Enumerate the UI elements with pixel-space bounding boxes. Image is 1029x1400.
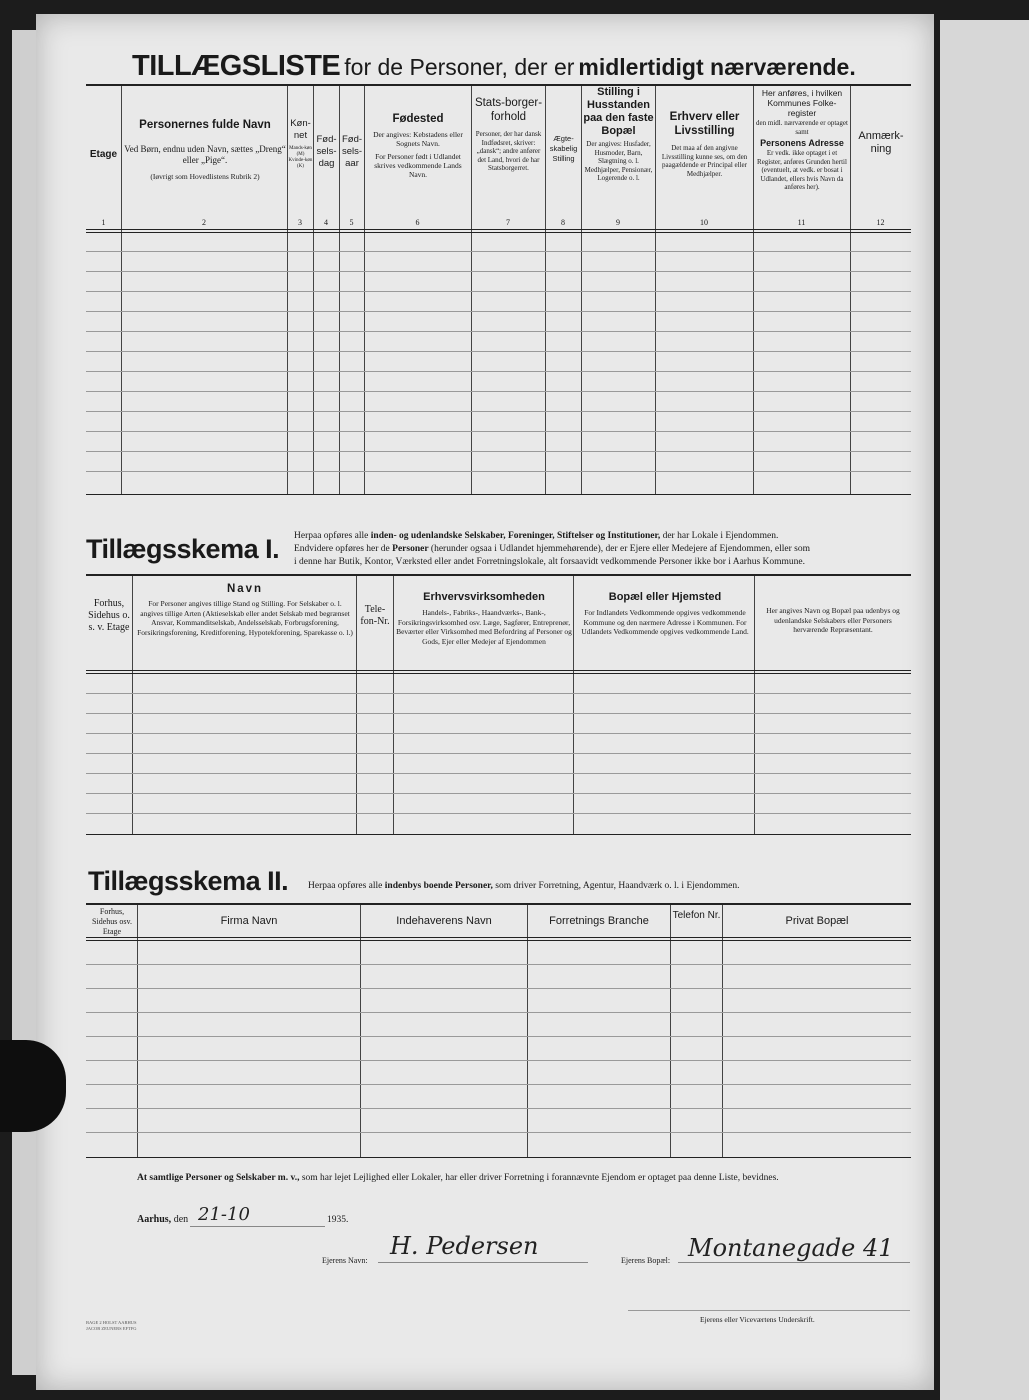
skema1-col-repraesentant-sub: Her angives Navn og Bopæl paa udenbys og udenlandske Selskabers eller Personers herværende Repræsentant.: [766, 606, 900, 634]
rule: [86, 232, 911, 233]
ruled-line: [86, 988, 911, 989]
col-divider: [393, 576, 394, 834]
col-number: 10: [700, 218, 708, 227]
col-statsborger-header: [473, 96, 544, 173]
rule: [86, 84, 911, 86]
declaration: [137, 1173, 917, 1183]
col-navn-header: [124, 118, 286, 181]
thumb: [0, 1040, 66, 1132]
col-number: 9: [616, 218, 620, 227]
col-number: 11: [797, 218, 806, 227]
ruled-line: [86, 471, 911, 472]
col-divider: [581, 86, 582, 494]
skema1-desc1-a: Herpaa opføres alle: [294, 531, 369, 541]
skema2-desc-b: indenbys boende Personer,: [384, 881, 493, 891]
col-erhverv-sub: Det maa af den angivne Livsstilling kunne ses, om den paagældende er Principal eller Medhjælper.: [661, 144, 748, 178]
skema1-col-bopael-header: [577, 590, 753, 637]
skema2-desc-a: Herpaa opføres alle: [308, 881, 383, 891]
skema1-description: [294, 530, 914, 569]
next-page: [940, 20, 1029, 1400]
skema2-col-etage-head: Forhus, Sidehus osv. Etage: [92, 907, 132, 936]
col-number: 12: [876, 218, 885, 227]
ruled-line: [86, 1132, 911, 1133]
col-divider: [360, 905, 361, 1157]
col-stilling-head: Stilling i Husstanden paa den faste Bopæl: [583, 86, 654, 137]
rule: [86, 834, 911, 835]
col-divider: [137, 905, 138, 1157]
owner-name-handwritten: H. Pedersen: [390, 1232, 539, 1260]
skema2-description: [308, 881, 739, 891]
skema1-desc1-c: der har Lokale i Ejendommen.: [662, 531, 779, 541]
col-statsborger-head: Stats-borger-forhold: [474, 97, 543, 123]
skema1-col-erhverv-header: [396, 590, 572, 646]
col-number: 3: [298, 218, 302, 227]
year: 1935.: [327, 1215, 349, 1225]
ruled-line: [86, 311, 911, 312]
skema1-desc3: i denne har Butik, Kontor, Værksted eller andet Forretningslokale, alt forsaavidt vedkommende Personer ikke bor i Aarhus Kommune.: [294, 557, 806, 567]
rule: [86, 494, 911, 495]
ruled-line: [86, 1012, 911, 1013]
col-anmaerkning-head: Anmærk-ning: [858, 130, 904, 155]
skema1-col-telefon-head: Tele-fon-Nr.: [360, 604, 390, 627]
ruled-line: [86, 813, 911, 814]
ruled-line: [86, 1108, 911, 1109]
ruled-line: [86, 964, 911, 965]
col-divider: [670, 905, 671, 1157]
ruled-line: [86, 713, 911, 714]
declaration-text: som har lejet Lejlighed eller Lokaler, har eller driver Forretning i forannævnte Ejendom er optaget paa denne Liste, bevidnes.: [301, 1173, 779, 1183]
col-divider: [753, 86, 754, 494]
skema2-col-branche-head: Forretnings Branche: [549, 915, 649, 927]
skema1-title: Tillægsskema I.: [86, 534, 280, 564]
rule: [86, 670, 911, 671]
skema1-col-erhverv-sub: Handels-, Fabriks-, Haandværks-, Bank-, Forsikringsvirksomhed osv. Læge, Sagfører, Entreprenør, Beværter eller Virksomhed med Befordring af Personer og Gods, Ejer eller Medejer af Ejendommen: [396, 608, 572, 646]
col-divider: [132, 576, 133, 834]
owner-address-underline: [678, 1262, 910, 1263]
date-underline: [190, 1226, 325, 1227]
col-number: 5: [349, 218, 354, 227]
ruled-line: [86, 1060, 911, 1061]
skema1-desc2-c: (herunder ogsaa i Udlandet hjemmehørende), der er Ejere eller Medejere af Ejendommen, eller som: [430, 544, 810, 554]
ruled-line: [86, 391, 911, 392]
col-stilling-sub: Der angives: Husfader, Husmoder, Barn, Slægtning o. l. Medhjælper, Pensionær, Logerende o. l.: [584, 140, 653, 182]
col-number: 6: [415, 218, 420, 227]
skema2-col-indehaver-head: Indehaverens Navn: [396, 915, 492, 927]
ruled-line: [86, 331, 911, 332]
city-label: [137, 1214, 188, 1225]
owner-name-underline: [378, 1262, 588, 1263]
col-navn-sub: Ved Børn, endnu uden Navn, sættes „Dreng“ eller „Pige“.: [124, 144, 286, 165]
col-divider: [722, 905, 723, 1157]
col-divider: [655, 86, 656, 494]
ruled-line: [86, 431, 911, 432]
col-divider: [471, 86, 472, 494]
ruled-line: [86, 793, 911, 794]
col-divider: [121, 86, 122, 494]
skema1-col-etage-head: Forhus, Sidehus o. s. v. Etage: [88, 598, 130, 633]
skema1-desc2-a: Endvidere opføres her de: [294, 544, 390, 554]
date-handwritten: 21-10: [198, 1204, 250, 1225]
owner-name-label: Ejerens Navn:: [322, 1256, 368, 1265]
skema2-desc-c: som driver Forretning, Agentur, Haandværk o. l. i Ejendommen.: [495, 881, 740, 891]
ruled-line: [86, 773, 911, 774]
printer-mark: BAGE 2 HOLST AARHUS JACOB ZEUNERS EFTFG: [86, 1320, 137, 1331]
col-number: 2: [202, 218, 206, 227]
ruled-line: [86, 291, 911, 292]
col-number: 1: [101, 218, 106, 227]
col-aegteskab-head: Ægte-skabelig Stilling: [549, 134, 578, 163]
ruled-line: [86, 451, 911, 452]
col-koen-header: [288, 118, 313, 170]
tillaegsliste-title-rest: for de Personer, der er: [344, 54, 575, 80]
col-number: 7: [506, 218, 510, 227]
col-foedested-head: Fødested: [392, 113, 444, 125]
skema1-col-navn-header: [136, 582, 354, 637]
owner-address-label: Ejerens Bopæl:: [621, 1256, 671, 1265]
skema1-col-bopael-sub: For Indlandets Vedkommende opgives vedkommende Kommune og den nærmere Adresse i Kommunen. For Udlandets Vedkommende opgives vedkommende Land.: [581, 608, 749, 636]
col-statsborger-sub: Personer, der har dansk Indfødsret, skriver: „dansk“; andre anfører det Land, hvori de har Statsborgerret.: [475, 130, 542, 172]
col-foedested-sub2: For Personer født i Udlandet skrives vedkommende Lands Navn.: [374, 152, 462, 179]
col-divider: [527, 905, 528, 1157]
col-number: 8: [561, 218, 565, 227]
ruled-line: [86, 753, 911, 754]
skema1-col-navn-head: Navn: [226, 583, 264, 595]
rule: [86, 229, 911, 230]
col-navn-head: Personernes fulde Navn: [139, 119, 271, 131]
col-foedselsaar-head: Fød-sels-aar: [341, 134, 363, 169]
signature-label: Ejerens eller Viceværtens Underskrift.: [700, 1315, 815, 1324]
ruled-line: [86, 371, 911, 372]
skema1-desc2-b: Personer: [392, 544, 429, 554]
skema2-col-telefon-head: Telefon Nr.: [672, 910, 721, 921]
ruled-line: [86, 733, 911, 734]
ruled-line: [86, 1036, 911, 1037]
skema2-col-firma-head: Firma Navn: [220, 915, 278, 927]
col-stilling-header: [583, 86, 654, 183]
col-divider: [573, 576, 574, 834]
ruled-line: [86, 1084, 911, 1085]
col-divider: [364, 86, 365, 494]
rule: [86, 937, 911, 938]
col-folkeregister-sub2: Er vedk. ikke optaget i et Register, anføres Grunden hertil (eventuelt, at vedk. er bosat i Udlandet, ellers hvis Navn da anføres her).: [757, 149, 847, 191]
col-number: 4: [324, 218, 328, 227]
col-folkeregister-head2: Personens Adresse: [760, 138, 844, 148]
tillaegsliste-title: [132, 50, 856, 83]
rule: [86, 940, 911, 941]
den-label: den: [173, 1214, 189, 1225]
skema2-col-bopael-head: Privat Bopæl: [785, 915, 849, 927]
col-koen-head: Køn-net: [290, 118, 311, 141]
ruled-line: [86, 411, 911, 412]
col-folkeregister-head: Her anføres, i hvilken Kommunes Folke-register: [761, 88, 843, 118]
tillaegsliste-title-main: TILLÆGSLISTE: [132, 50, 341, 82]
rule: [86, 673, 911, 674]
ruled-line: [86, 271, 911, 272]
col-folkeregister-sub: den midl. nærværende er optaget samt: [756, 119, 848, 136]
skema1-col-navn-sub: For Personer angives tillige Stand og Stilling. For Selskaber o. l. angives tillige Arten (Aktieselskab eller andet Selskab med begrænset Ansvar, Kommanditselskab, Andelsselskab, Forbrugsforening, Forsikringsforening, Kreditforening, Hypotekforening, Sparekasse o. l.): [137, 599, 353, 637]
col-etage-head: Etage: [89, 149, 118, 160]
col-erhverv-head: Erhverv eller Livsstilling: [669, 111, 740, 137]
skema1-desc1-b: inden- og udenlandske Selskaber, Foreninger, Stiftelser og Institutioner,: [370, 531, 661, 541]
skema1-col-bopael-head: Bopæl eller Hjemsted: [608, 591, 722, 603]
ruled-line: [86, 251, 911, 252]
col-divider: [754, 576, 755, 834]
rule: [86, 574, 911, 576]
tillaegsliste-title-bold: midlertidigt nærværende.: [578, 54, 856, 80]
col-navn-sub2: (Iøvrigt som Hovedlistens Rubrik 2): [150, 172, 260, 181]
col-erhverv-header: [657, 110, 752, 178]
city: Aarhus,: [137, 1214, 172, 1225]
declaration-bold: At samtlige Personer og Selskaber m. v.,: [137, 1173, 300, 1183]
skema1-col-erhverv-head: Erhvervsvirksomheden: [423, 591, 545, 603]
skema2-title: Tillægsskema II.: [88, 866, 289, 896]
col-foedested-sub: Der angives: Kebstadens eller Sognets Navn.: [373, 130, 463, 148]
rule: [86, 1157, 911, 1158]
rule: [86, 903, 911, 905]
signature-line: [628, 1310, 910, 1311]
col-foedested-header: [367, 112, 469, 179]
owner-address-handwritten: Montanegade 41: [688, 1234, 894, 1262]
col-foedselsdag-head: Fød-sels-dag: [316, 134, 337, 169]
ruled-line: [86, 351, 911, 352]
col-koen-sub: Mands-køn (M) Kvinde-køn (K): [288, 146, 313, 169]
col-folkeregister-header: [755, 88, 849, 192]
ruled-line: [86, 693, 911, 694]
